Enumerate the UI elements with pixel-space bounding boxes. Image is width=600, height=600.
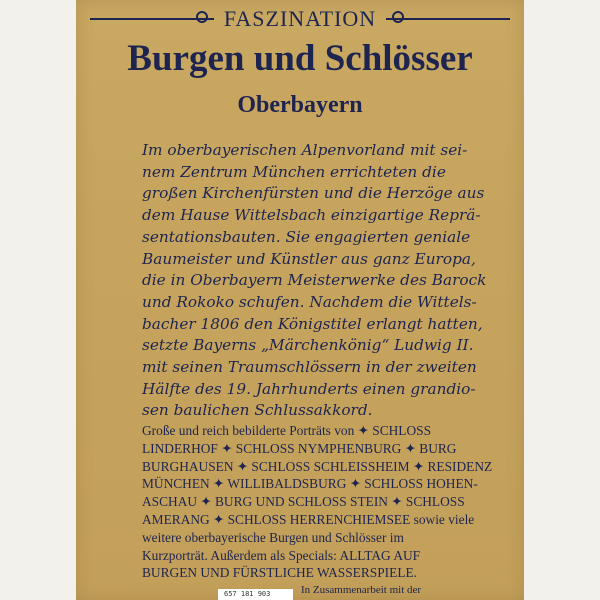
intro-line: Hälfte des 19. Jahrhunderts einen grandio- [142, 379, 476, 398]
list-line: MÜNCHEN ✦ WILLIBALDSBURG ✦ SCHLOSS HOHEN- [142, 476, 478, 492]
intro-line: mit seinen Traumschlössern in der zweiten [142, 358, 477, 377]
book-subtitle: Oberbayern [237, 92, 363, 118]
intro-line: nem Zentrum München errichteten die [142, 162, 446, 181]
intro-line: setzte Bayerns „Märchenkönig“ Ludwig II. [142, 336, 474, 355]
intro-line: bacher 1806 den Königstitel erlangt hatten, [142, 314, 483, 333]
intro-line: Baumeister und Künstler aus ganz Europa, [142, 249, 476, 268]
list-line: AMERANG ✦ SCHLOSS HERRENCHIEMSEE sowie viele [142, 511, 475, 527]
intro-paragraph [142, 140, 514, 422]
intro-line: die in Oberbayern Meisterwerke des Barock [142, 271, 487, 290]
intro-line: Im oberbayerischen Alpenvorland mit sei- [142, 141, 468, 159]
portrait-list-paragraph [142, 422, 518, 582]
series-header [90, 6, 510, 32]
book-back-cover [76, 0, 524, 600]
book-title: Burgen und Schlösser [127, 38, 473, 79]
list-line: Große und reich bebilderte Porträts von ✦ SCHLOSS [142, 423, 432, 438]
intro-line: großen Kirchenfürsten und die Herzöge aus [142, 184, 485, 203]
ornament-rule-left [90, 14, 214, 24]
intro-line: sentationsbauten. Sie engagierten geniale [142, 227, 471, 246]
intro-line: dem Hause Wittelsbach einzigartige Reprä- [142, 206, 481, 225]
list-line: LINDERHOF ✦ SCHLOSS NYMPHENBURG ✦ BURG [142, 440, 457, 456]
intro-line: und Rokoko schufen. Nachdem die Wittels- [142, 292, 477, 311]
list-line: ASCHAU ✦ BURG UND SCHLOSS STEIN ✦ SCHLOSS [142, 494, 465, 510]
list-line: BURGEN UND FÜRSTLICHE WASSERSPIELE. [142, 565, 418, 581]
series-label: FASZINATION [223, 6, 377, 31]
cooperation-note: In Zusammenarbeit mit der [301, 584, 422, 596]
list-line: Kurzporträt. Außerdem als Specials: ALLTAG AUF [142, 547, 421, 563]
list-line: weitere oberbayerische Burgen und Schlösser im [142, 529, 404, 545]
intro-line: sen baulichen Schlussakkord. [142, 401, 373, 420]
barcode-number: 657 181 903 [224, 590, 271, 598]
barcode-sticker [218, 589, 293, 600]
list-line: BURGHAUSEN ✦ SCHLOSS SCHLEISSHEIM ✦ RESIDENZ [142, 458, 493, 474]
ornament-rule-right [386, 14, 510, 24]
